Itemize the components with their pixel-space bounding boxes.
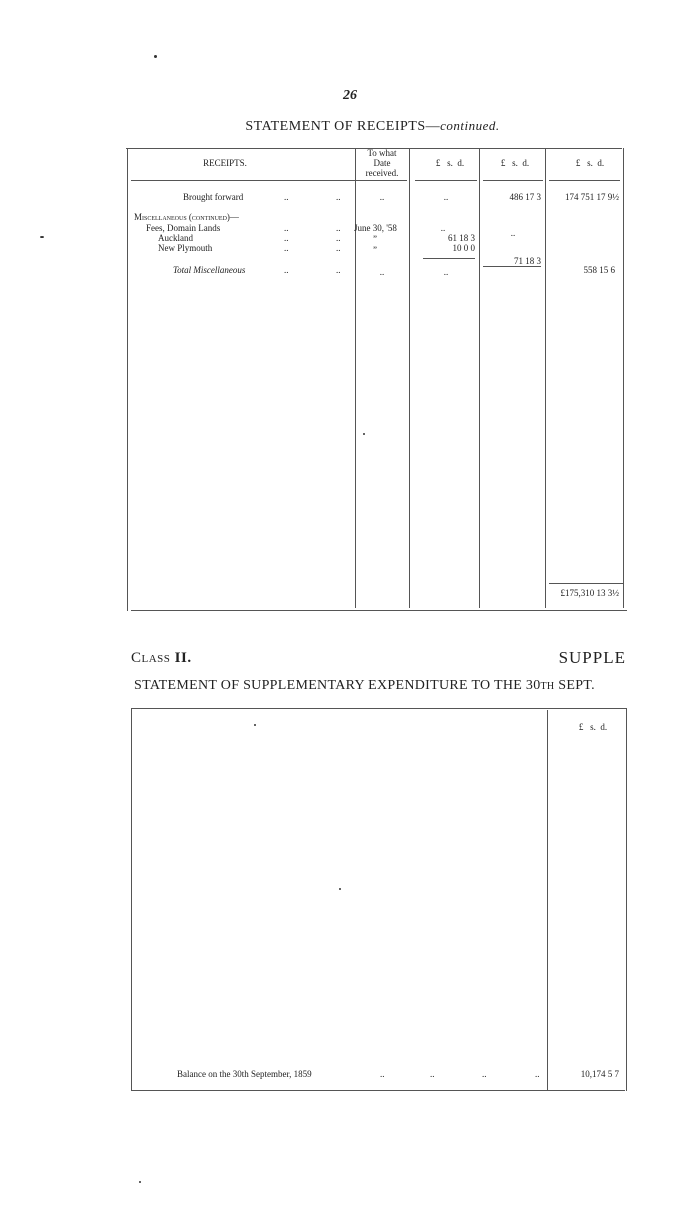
leader-dots: .. — [336, 265, 341, 275]
amount-cell: 558 15 6 — [583, 265, 615, 275]
leader-dots: .. — [380, 1069, 385, 1079]
balance-label: Balance on the 30th September, 1859 — [177, 1069, 312, 1079]
leader-dots: .. — [336, 223, 341, 233]
header-lsd-3: £ s. d. — [575, 158, 605, 168]
leader-dots: .. — [336, 192, 341, 202]
ink-speck — [139, 1181, 141, 1183]
amount-cell: .. — [440, 223, 446, 233]
ink-speck — [254, 724, 256, 726]
amount-cell: 486 17 3 — [509, 192, 541, 202]
date-cell: ” — [373, 234, 377, 244]
amount-cell: .. — [443, 267, 449, 277]
header-receipts: RECEIPTS. — [203, 158, 247, 168]
balance-value: 10,174 5 7 — [580, 1069, 619, 1079]
date-cell: .. — [379, 192, 385, 202]
ink-speck — [40, 236, 44, 238]
new-plymouth-label: New Plymouth — [158, 243, 213, 253]
amount-cell: 174 751 17 9½ — [565, 192, 619, 202]
leader-dots: .. — [482, 1069, 487, 1079]
total-miscellaneous-label: Total Miscellaneous — [173, 265, 246, 275]
leader-dots: .. — [430, 1069, 435, 1079]
leader-dots: .. — [336, 243, 341, 253]
supplementary-header-lsd: £ s. d. — [578, 722, 608, 732]
ink-speck — [154, 55, 157, 58]
brought-forward-label: Brought forward — [183, 192, 244, 202]
ink-speck — [363, 433, 365, 435]
leader-dots: .. — [284, 192, 289, 202]
page-number: 26 — [343, 88, 357, 103]
leader-dots: .. — [535, 1069, 540, 1079]
supple-heading: SUPPLE — [558, 648, 626, 667]
header-lsd-2: £ s. d. — [500, 158, 530, 168]
fees-label: Fees, Domain Lands — [146, 223, 221, 233]
header-lsd-1: £ s. d. — [435, 158, 465, 168]
amount-cell: .. — [443, 192, 449, 202]
grand-total: £175,310 13 3½ — [560, 588, 619, 598]
auckland-label: Auckland — [158, 233, 193, 243]
leader-dots: .. — [336, 233, 341, 243]
amount-cell: 10 0 0 — [452, 243, 475, 253]
leader-dots: .. — [284, 265, 289, 275]
supplementary-title: STATEMENT OF SUPPLEMENTARY EXPENDITURE TO THE 30TH SEPT. — [134, 678, 595, 693]
leader-dots: .. — [284, 233, 289, 243]
class-label: CLASS II. — [131, 650, 192, 666]
date-cell: ” — [373, 245, 377, 255]
subtotal-cell: 71 18 3 — [514, 256, 541, 266]
statement-title: STATEMENT OF RECEIPTS—continued. — [245, 118, 500, 134]
miscellaneous-heading: Miscellaneous (continued)— — [134, 212, 239, 222]
date-cell: June 30, '58 — [354, 223, 397, 233]
ink-speck — [339, 888, 341, 890]
leader-dots: .. — [284, 243, 289, 253]
amount-cell: 61 18 3 — [448, 233, 475, 243]
header-date: To what Date received. — [365, 148, 399, 178]
leader-dots: .. — [284, 223, 289, 233]
date-cell: .. — [379, 267, 385, 277]
amount-cell: .. — [510, 228, 516, 238]
